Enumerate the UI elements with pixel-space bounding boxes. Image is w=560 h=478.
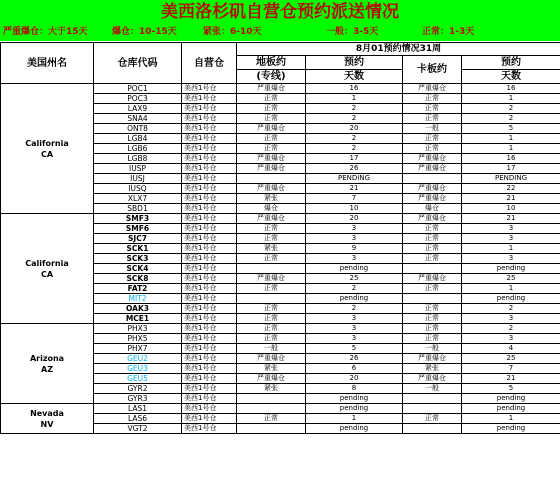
- truck-status: [403, 404, 462, 414]
- floor-status: 正常: [237, 144, 306, 154]
- truck-days: pending: [462, 424, 560, 434]
- floor-days: 17: [306, 154, 403, 164]
- state-name: California: [25, 138, 69, 148]
- own-warehouse: 美西1号仓: [182, 154, 237, 164]
- truck-status: 严重爆仓: [403, 184, 462, 194]
- floor-days: pending: [306, 394, 403, 404]
- own-warehouse: 美西1号仓: [182, 294, 237, 304]
- truck-status: 一般: [403, 124, 462, 134]
- warehouse-code: POC3: [94, 94, 182, 104]
- truck-days: 1: [462, 284, 560, 294]
- own-warehouse: 美西1号仓: [182, 394, 237, 404]
- truck-days: 3: [462, 314, 560, 324]
- truck-days: 7: [462, 364, 560, 374]
- warehouse-code: PHX5: [94, 334, 182, 344]
- truck-status: 正常: [403, 334, 462, 344]
- header-floor-days-sub: 天数: [306, 70, 403, 84]
- truck-days: 1: [462, 144, 560, 154]
- header-truck-days-sub: 天数: [462, 70, 560, 84]
- warehouse-code: POC1: [94, 84, 182, 94]
- truck-days: 3: [462, 334, 560, 344]
- floor-days: 2: [306, 304, 403, 314]
- floor-status: 严重爆仓: [237, 354, 306, 364]
- truck-status: 正常: [403, 314, 462, 324]
- truck-days: 10: [462, 204, 560, 214]
- state-name: Nevada: [30, 408, 64, 418]
- floor-days: 3: [306, 314, 403, 324]
- floor-status: 紧张: [237, 194, 306, 204]
- floor-days: 3: [306, 234, 403, 244]
- own-warehouse: 美西1号仓: [182, 334, 237, 344]
- truck-days: 2: [462, 114, 560, 124]
- truck-days: pending: [462, 404, 560, 414]
- floor-status: 严重爆仓: [237, 214, 306, 224]
- warehouse-code: LGB8: [94, 154, 182, 164]
- floor-days: 3: [306, 324, 403, 334]
- floor-status: 正常: [237, 234, 306, 244]
- state-name: California: [25, 258, 69, 268]
- truck-status: 正常: [403, 234, 462, 244]
- table-row: [1, 214, 560, 224]
- floor-status: 正常: [237, 324, 306, 334]
- state-abbr: CA: [40, 149, 54, 159]
- truck-status: 正常: [403, 324, 462, 334]
- own-warehouse: 美西1号仓: [182, 274, 237, 284]
- legend-bar: [0, 24, 560, 41]
- own-warehouse: 美西1号仓: [182, 264, 237, 274]
- truck-status: 一般: [403, 384, 462, 394]
- own-warehouse: 美西1号仓: [182, 114, 237, 124]
- truck-days: PENDING: [462, 174, 560, 184]
- own-warehouse: 美西1号仓: [182, 204, 237, 214]
- floor-days: 16: [306, 84, 403, 94]
- floor-days: 2: [306, 284, 403, 294]
- floor-days: 2: [306, 144, 403, 154]
- floor-status: 正常: [237, 134, 306, 144]
- own-warehouse: 美西1号仓: [182, 244, 237, 254]
- truck-status: 严重爆仓: [403, 84, 462, 94]
- warehouse-code: VGT2: [94, 424, 182, 434]
- header-truck: 卡板约: [403, 56, 462, 84]
- floor-status: 爆仓: [237, 204, 306, 214]
- warehouse-code: FAT2: [94, 284, 182, 294]
- truck-days: 16: [462, 84, 560, 94]
- truck-status: 严重爆仓: [403, 154, 462, 164]
- floor-days: 20: [306, 214, 403, 224]
- truck-status: 正常: [403, 254, 462, 264]
- truck-days: 3: [462, 254, 560, 264]
- truck-days: 4: [462, 344, 560, 354]
- floor-status: [237, 264, 306, 274]
- truck-days: 2: [462, 324, 560, 334]
- state-abbr: AZ: [41, 364, 53, 374]
- warehouse-code: SBD1: [94, 204, 182, 214]
- floor-status: 严重爆仓: [237, 164, 306, 174]
- own-warehouse: 美西1号仓: [182, 234, 237, 244]
- floor-days: PENDING: [306, 174, 403, 184]
- truck-days: pending: [462, 294, 560, 304]
- truck-status: 正常: [403, 104, 462, 114]
- own-warehouse: 美西1号仓: [182, 424, 237, 434]
- floor-days: 1: [306, 94, 403, 104]
- warehouse-code: GEU2: [94, 354, 182, 364]
- floor-status: 正常: [237, 314, 306, 324]
- truck-status: 正常: [403, 144, 462, 154]
- floor-status: 严重爆仓: [237, 124, 306, 134]
- header-floor-sub: (专线): [237, 70, 306, 84]
- floor-days: pending: [306, 294, 403, 304]
- own-warehouse: 美西1号仓: [182, 374, 237, 384]
- appointment-table: [0, 42, 560, 434]
- state-cell: [1, 324, 94, 404]
- warehouse-code: LAS6: [94, 414, 182, 424]
- table-row: [1, 84, 560, 94]
- truck-status: 严重爆仓: [403, 274, 462, 284]
- truck-days: 25: [462, 274, 560, 284]
- floor-days: 20: [306, 124, 403, 134]
- warehouse-code: LGB4: [94, 134, 182, 144]
- state-name: Arizona: [29, 353, 65, 363]
- floor-status: 严重爆仓: [237, 374, 306, 384]
- truck-status: [403, 294, 462, 304]
- own-warehouse: 美西1号仓: [182, 324, 237, 334]
- warehouse-code: SMF3: [94, 214, 182, 224]
- truck-status: 严重爆仓: [403, 164, 462, 174]
- truck-status: [403, 424, 462, 434]
- warehouse-code: GEU5: [94, 374, 182, 384]
- truck-days: 3: [462, 234, 560, 244]
- floor-status: [237, 394, 306, 404]
- floor-status: 紧张: [237, 244, 306, 254]
- floor-status: [237, 174, 306, 184]
- state-cell: [1, 84, 94, 214]
- truck-status: 正常: [403, 94, 462, 104]
- warehouse-code: SCK3: [94, 254, 182, 264]
- legend-full: 爆仓：10-15天: [112, 27, 177, 37]
- legend-normal: 一般：3-5天: [326, 27, 379, 37]
- legend-ok: 正常：1-3天: [422, 27, 475, 37]
- header-floor: 地板约: [237, 56, 306, 70]
- warehouse-code: LAS1: [94, 404, 182, 414]
- floor-days: 26: [306, 164, 403, 174]
- floor-days: pending: [306, 264, 403, 274]
- floor-days: 25: [306, 274, 403, 284]
- truck-days: pending: [462, 394, 560, 404]
- truck-days: pending: [462, 264, 560, 274]
- own-warehouse: 美西1号仓: [182, 144, 237, 154]
- truck-status: [403, 174, 462, 184]
- warehouse-code: SCK8: [94, 274, 182, 284]
- floor-status: 紧张: [237, 364, 306, 374]
- floor-status: 严重爆仓: [237, 184, 306, 194]
- truck-days: 16: [462, 154, 560, 164]
- warehouse-code: IUSP: [94, 164, 182, 174]
- floor-status: 一般: [237, 344, 306, 354]
- own-warehouse: 美西1号仓: [182, 284, 237, 294]
- warehouse-code: PHX7: [94, 344, 182, 354]
- floor-status: 紧张: [237, 384, 306, 394]
- truck-status: 正常: [403, 134, 462, 144]
- floor-status: 正常: [237, 284, 306, 294]
- truck-days: 1: [462, 244, 560, 254]
- floor-days: 3: [306, 334, 403, 344]
- floor-days: 2: [306, 114, 403, 124]
- truck-status: [403, 394, 462, 404]
- floor-days: 21: [306, 184, 403, 194]
- warehouse-code: GEU3: [94, 364, 182, 374]
- warehouse-code: MCE1: [94, 314, 182, 324]
- truck-days: 22: [462, 184, 560, 194]
- floor-status: 正常: [237, 94, 306, 104]
- warehouse-code: SCK4: [94, 264, 182, 274]
- own-warehouse: 美西1号仓: [182, 214, 237, 224]
- floor-status: 严重爆仓: [237, 274, 306, 284]
- floor-status: 严重爆仓: [237, 154, 306, 164]
- truck-days: 1: [462, 414, 560, 424]
- floor-status: 严重爆仓: [237, 84, 306, 94]
- own-warehouse: 美西1号仓: [182, 224, 237, 234]
- floor-status: 正常: [237, 114, 306, 124]
- own-warehouse: 美西1号仓: [182, 94, 237, 104]
- own-warehouse: 美西1号仓: [182, 364, 237, 374]
- truck-status: 一般: [403, 344, 462, 354]
- warehouse-code: PHX3: [94, 324, 182, 334]
- floor-status: 正常: [237, 224, 306, 234]
- truck-status: 严重爆仓: [403, 354, 462, 364]
- truck-status: 严重爆仓: [403, 214, 462, 224]
- warehouse-code: GYR3: [94, 394, 182, 404]
- truck-status: [403, 264, 462, 274]
- floor-status: 正常: [237, 414, 306, 424]
- own-warehouse: 美西1号仓: [182, 314, 237, 324]
- floor-days: 3: [306, 254, 403, 264]
- floor-status: 正常: [237, 254, 306, 264]
- truck-status: 紧张: [403, 364, 462, 374]
- floor-status: 正常: [237, 304, 306, 314]
- own-warehouse: 美西1号仓: [182, 104, 237, 114]
- truck-days: 25: [462, 354, 560, 364]
- warehouse-code: SJC7: [94, 234, 182, 244]
- own-warehouse: 美西1号仓: [182, 174, 237, 184]
- floor-days: 6: [306, 364, 403, 374]
- header-period: 8月01预约情况31周: [237, 43, 560, 56]
- warehouse-code: MIT2: [94, 294, 182, 304]
- floor-status: 正常: [237, 334, 306, 344]
- state-cell: [1, 404, 94, 434]
- warehouse-code: SCK1: [94, 244, 182, 254]
- own-warehouse: 美西1号仓: [182, 304, 237, 314]
- header-own: 自营仓: [182, 43, 237, 84]
- floor-days: 1: [306, 414, 403, 424]
- truck-days: 1: [462, 134, 560, 144]
- truck-days: 2: [462, 104, 560, 114]
- truck-days: 3: [462, 224, 560, 234]
- warehouse-code: XLX7: [94, 194, 182, 204]
- own-warehouse: 美西1号仓: [182, 84, 237, 94]
- floor-days: pending: [306, 404, 403, 414]
- state-abbr: CA: [40, 269, 54, 279]
- state-abbr: NV: [40, 419, 54, 429]
- truck-status: 正常: [403, 244, 462, 254]
- own-warehouse: 美西1号仓: [182, 384, 237, 394]
- truck-days: 1: [462, 94, 560, 104]
- header-state: 美国州名: [1, 43, 94, 84]
- floor-days: 10: [306, 204, 403, 214]
- own-warehouse: 美西1号仓: [182, 254, 237, 264]
- warehouse-code: IUSQ: [94, 184, 182, 194]
- floor-days: 20: [306, 374, 403, 384]
- warehouse-code: GYR2: [94, 384, 182, 394]
- truck-days: 5: [462, 124, 560, 134]
- floor-days: 2: [306, 134, 403, 144]
- warehouse-code: SMF6: [94, 224, 182, 234]
- floor-days: 5: [306, 344, 403, 354]
- floor-status: [237, 424, 306, 434]
- legend-tight: 紧张：6-10天: [203, 27, 262, 37]
- truck-days: 5: [462, 384, 560, 394]
- own-warehouse: 美西1号仓: [182, 404, 237, 414]
- own-warehouse: 美西1号仓: [182, 124, 237, 134]
- warehouse-code: ONT8: [94, 124, 182, 134]
- sheet-title: 美西洛杉矶自营仓预约派送情况: [0, 0, 560, 24]
- floor-days: 2: [306, 104, 403, 114]
- truck-status: 正常: [403, 114, 462, 124]
- floor-status: [237, 294, 306, 304]
- truck-days: 2: [462, 304, 560, 314]
- truck-status: 正常: [403, 304, 462, 314]
- warehouse-code: IUSJ: [94, 174, 182, 184]
- floor-days: 26: [306, 354, 403, 364]
- state-cell: [1, 214, 94, 324]
- truck-days: 21: [462, 374, 560, 384]
- table-row: [1, 404, 560, 414]
- own-warehouse: 美西1号仓: [182, 184, 237, 194]
- floor-days: 3: [306, 224, 403, 234]
- table-row: [1, 324, 560, 334]
- own-warehouse: 美西1号仓: [182, 164, 237, 174]
- truck-status: 严重爆仓: [403, 194, 462, 204]
- header-floor-days: 预约: [306, 56, 403, 70]
- warehouse-code: OAK3: [94, 304, 182, 314]
- header-code: 仓库代码: [94, 43, 182, 84]
- header-truck-days: 预约: [462, 56, 560, 70]
- own-warehouse: 美西1号仓: [182, 194, 237, 204]
- truck-days: 21: [462, 214, 560, 224]
- warehouse-code: LGB6: [94, 144, 182, 154]
- own-warehouse: 美西1号仓: [182, 344, 237, 354]
- own-warehouse: 美西1号仓: [182, 134, 237, 144]
- floor-days: 9: [306, 244, 403, 254]
- truck-status: 正常: [403, 284, 462, 294]
- truck-status: 严重爆仓: [403, 374, 462, 384]
- floor-days: 8: [306, 384, 403, 394]
- floor-status: [237, 404, 306, 414]
- floor-days: 7: [306, 194, 403, 204]
- floor-status: 正常: [237, 104, 306, 114]
- warehouse-code: SNA4: [94, 114, 182, 124]
- warehouse-code: LAX9: [94, 104, 182, 114]
- own-warehouse: 美西1号仓: [182, 414, 237, 424]
- truck-days: 17: [462, 164, 560, 174]
- truck-status: 爆仓: [403, 204, 462, 214]
- own-warehouse: 美西1号仓: [182, 354, 237, 364]
- truck-status: 正常: [403, 414, 462, 424]
- truck-days: 21: [462, 194, 560, 204]
- legend-critical: 严重爆仓：大于15天: [3, 27, 88, 37]
- truck-status: 正常: [403, 224, 462, 234]
- floor-days: pending: [306, 424, 403, 434]
